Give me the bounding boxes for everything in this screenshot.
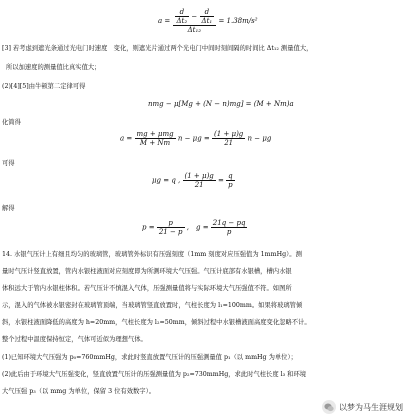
equation-acceleration: a = $\frac{d}{\text{Δt₂}}$ − $\frac{d}{\text{Δt₁}}$ Δt₁₂ = 1.38m/s² bbox=[158, 8, 258, 34]
q14-line-5: 斜，水银柱液面降低的高度为 h=20mm，气柱长度为 l₂=50mm，倾斜过程中水银槽液面高度变化忽略不计。 bbox=[2, 319, 311, 326]
q14-line-6: 整个过程中温度保持恒定，气体可近似为理想气体。 bbox=[2, 336, 147, 343]
equation-solution: p = $\frac{p}{21 - p}$ , g = $\frac{21q - pq}{p}$ bbox=[142, 219, 246, 236]
wechat-icon bbox=[322, 400, 336, 414]
equation-newton: nmg − μ[Mg + (N − n)mg] = (M + Nm)a bbox=[148, 100, 294, 108]
q14-line-2: 量时气压计竖直放置，管内水银柱液面对应刻度即为所测环境大气压强。气压计底部有水银槽，槽内水银 bbox=[2, 268, 292, 275]
simplify-label: 化简得 bbox=[2, 119, 21, 126]
paragraph-3b: 所以加速度的测量值比真实值大； bbox=[6, 64, 101, 71]
q14-line-8: (2)此后由于环境大气压强变化，竖直放置气压计的压强测量值为 p₂=730mmHg，求此时气柱长度 l₃ 和环境 bbox=[2, 371, 307, 378]
paragraph-45: (2)[4][5]由牛顿第二定律可得 bbox=[2, 83, 86, 90]
keyi-label: 可得 bbox=[2, 160, 15, 167]
q14-line-7: (1)已知环境大气压强为 p₀=760mmHg，求此时竖直放置气压计的压强测量值 p₁（以 mmHg 为单位）； bbox=[2, 354, 297, 361]
equation-mu: μg = q , $\frac{(1 + \mu)g}{21}$ = $\frac{q}{p}$ bbox=[152, 172, 233, 189]
q14-line-3: 体积远大于管内水银柱体积。若气压计不慎混入气体，压强测量值将与实际环境大气压强值不符。如图所 bbox=[2, 285, 292, 292]
watermark-text: 以梦为马生涯规划 bbox=[339, 402, 403, 412]
q14-line-1: 14. 水银气压计上有细且均匀的玻璃管，玻璃管外标识有压强刻度（1mm 刻度对应压强值为 1mmHg）。测 bbox=[2, 251, 302, 258]
q14-line-9: 大气压强 p₃（以 mmg 为单位，保留 3 位有效数字）。 bbox=[2, 388, 156, 395]
paragraph-3: [3] 若考虑到遮光条通过光电门时速度 变化，则遮光片通过两个光电门中间时刻间隔的时间比 Δt₁₂ 测量值大， bbox=[2, 45, 313, 52]
equation-simplified: a = $\frac{\text{mg + μmg}}{M + Nm}$ n − μg = $\frac{(1 + \mu)g}{21}$ n − μg bbox=[120, 130, 272, 147]
watermark bbox=[322, 400, 403, 414]
jiede-label: 解得 bbox=[2, 205, 15, 212]
q14-line-4: 示，混入的气体被水银密封在玻璃管顶端，当玻璃管竖直放置时，气柱长度为 l₁=100mm。如果将玻璃管倾 bbox=[2, 302, 303, 309]
